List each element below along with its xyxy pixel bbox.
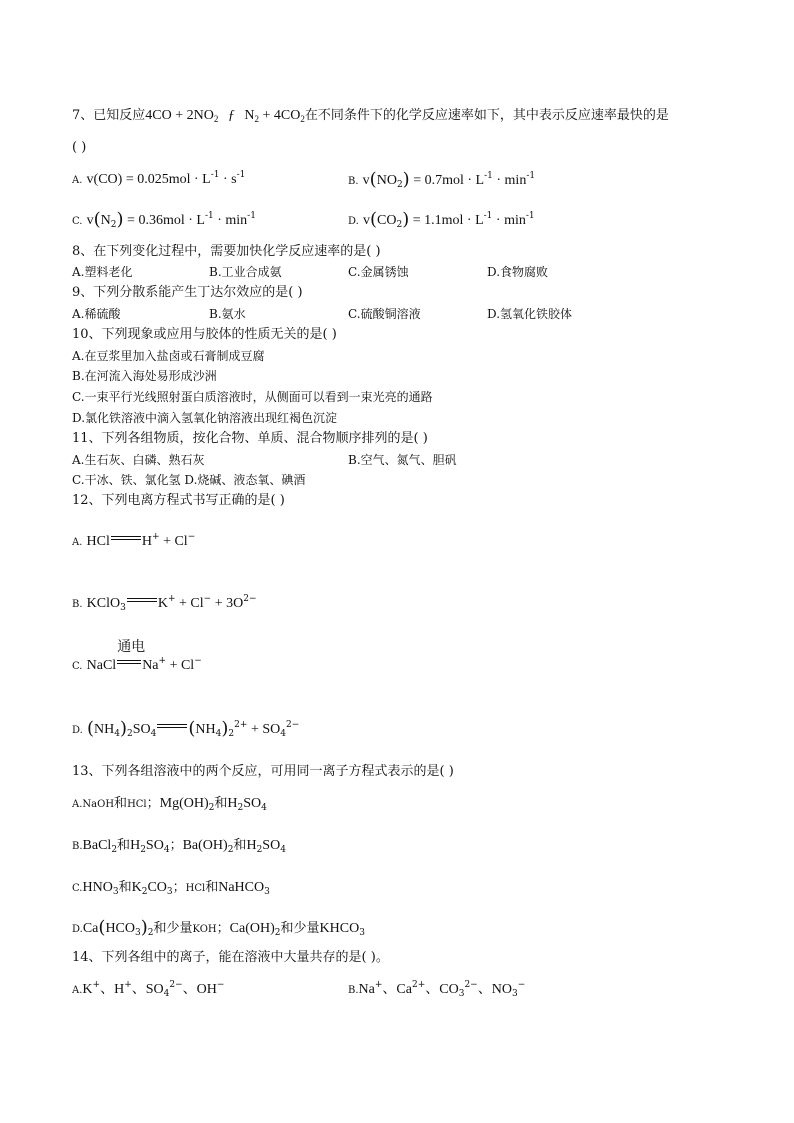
reagent: HCO <box>105 921 135 936</box>
paren: ( <box>369 209 378 230</box>
subscript: 2 <box>228 729 235 739</box>
superscript: -1 <box>204 211 214 221</box>
reagent: KHCO <box>319 921 360 936</box>
question-11-option-b: B.空气、氮气、胆矾 <box>348 453 457 467</box>
reagent: Mg(OH) <box>159 796 209 811</box>
subscript: 2 <box>213 114 219 124</box>
superscript: -1 <box>247 211 256 221</box>
charge: − <box>194 656 202 666</box>
option-label: A. <box>72 985 83 996</box>
connector: 和少量 <box>153 921 193 936</box>
question-8-option-b: B.工业合成氨 <box>209 265 282 279</box>
reagent: BaCl <box>82 838 112 853</box>
subscript: 4 <box>163 989 170 999</box>
ion: + 3O <box>211 596 244 611</box>
charge: + <box>374 980 383 990</box>
reagent: H <box>227 796 238 811</box>
superscript: -1 <box>236 170 246 180</box>
paren: ( <box>86 718 95 739</box>
species: NH <box>94 722 115 737</box>
subscript: 3 <box>458 989 465 999</box>
superscript: -1 <box>210 170 220 180</box>
question-10-option-c: C.一束平行光线照射蛋白质溶液时，从侧面可以看到一束光亮的通路 <box>72 390 433 404</box>
subscript: 2 <box>147 928 154 938</box>
question-12-option-c <box>72 639 202 675</box>
equals-sign-icon <box>157 723 187 731</box>
option-label: C. <box>72 883 83 894</box>
reaction-product-n2: N <box>244 108 255 123</box>
connector: 和 <box>117 838 131 853</box>
reagent: K <box>131 880 142 895</box>
question-11-stem: 11、下列各组物质，按化合物、单质、混合物顺序排列的是( ) <box>72 431 428 446</box>
ion: H <box>141 534 153 549</box>
reagent: SO <box>145 838 164 853</box>
subscript: 2 <box>110 220 117 230</box>
charge: + <box>167 594 176 604</box>
separator: ； <box>172 880 186 895</box>
paren: ( <box>369 169 377 190</box>
equation-left: HCl <box>86 534 110 549</box>
species: NO <box>376 173 397 188</box>
ion: 、OH <box>182 982 217 997</box>
ion: NH <box>195 722 216 737</box>
option-label: C. <box>72 216 83 227</box>
question-10-option-d: D.氯化铁溶液中滴入氢氧化钠溶液出现红褐色沉淀 <box>72 411 338 425</box>
separator: ； <box>216 921 230 936</box>
charge: − <box>187 532 196 542</box>
subscript: 4 <box>280 729 286 739</box>
option-expression: · min <box>492 173 527 188</box>
subscript: 2 <box>141 887 148 897</box>
option-expression: · min <box>492 213 526 228</box>
question-7-option-d <box>348 209 535 230</box>
question-11-option-a: A.生石灰、白磷、熟石灰 <box>72 453 205 467</box>
option-expression: v <box>362 173 370 188</box>
subscript: 4 <box>280 845 286 855</box>
question-12-option-a <box>72 534 195 551</box>
ion: K <box>82 982 93 997</box>
charge: − <box>216 980 225 990</box>
equation-left: NaCl <box>86 658 117 673</box>
ion: 、H <box>100 982 125 997</box>
subscript: 3 <box>120 603 126 613</box>
subscript: 4 <box>114 729 120 739</box>
subscript: 3 <box>359 928 365 938</box>
connector: 和 <box>205 880 219 895</box>
question-8-stem: 8、在下列变化过程中，需要加快化学反应速率的是( ) <box>72 244 381 259</box>
subscript: 2 <box>254 114 259 124</box>
reversible-arrow-icon: ƒ <box>227 108 235 123</box>
question-13-option-d <box>72 917 365 938</box>
paren: ) <box>116 209 124 230</box>
option-label: B. <box>348 176 359 187</box>
reagent: CO <box>147 880 167 895</box>
ion: + SO <box>247 722 281 737</box>
question-12-stem: 12、下列电离方程式书写正确的是( ) <box>72 493 285 508</box>
option-expression: · s <box>219 172 237 187</box>
subscript: 2 <box>396 220 403 230</box>
paren: ) <box>402 209 410 230</box>
reagent: H <box>130 838 141 853</box>
subscript: 2 <box>396 180 403 190</box>
ion: Na <box>142 658 159 673</box>
reagent: SO <box>262 838 281 853</box>
question-10-stem: 10、下列现象或应用与胶体的性质无关的是( ) <box>72 327 337 342</box>
subscript: 4 <box>150 729 157 739</box>
question-9-option-c: C.硫酸铜溶液 <box>348 307 421 321</box>
question-number: 7、 <box>72 108 94 123</box>
reagent: HNO <box>82 880 113 895</box>
subscript: 2 <box>274 928 281 938</box>
subscript: 2 <box>256 845 263 855</box>
subscript: 4 <box>261 803 267 813</box>
option-expression: = 1.1mol · L <box>409 213 484 228</box>
reagent: H <box>246 838 257 853</box>
equals-sign-icon <box>127 597 157 605</box>
subscript: 2 <box>300 114 305 124</box>
question-14-option-a <box>72 982 224 999</box>
question-8-option-d: D.食物腐败 <box>487 265 549 279</box>
question-9-stem: 9、下列分散系能产生丁达尔效应的是( ) <box>72 285 303 300</box>
reagent: Ca(OH) <box>229 921 275 936</box>
reagent: HCl <box>127 799 147 810</box>
option-label: D. <box>348 216 359 227</box>
separator: ； <box>146 796 160 811</box>
option-label: B. <box>348 985 359 996</box>
subscript: 4 <box>163 845 170 855</box>
question-9-option-a: A.稀硫酸 <box>72 307 121 321</box>
reagent: Ba(OH) <box>182 838 228 853</box>
ion: Na <box>358 982 375 997</box>
subscript: 2 <box>111 845 118 855</box>
ion: 、Ca <box>382 982 412 997</box>
separator: ； <box>169 838 183 853</box>
ion: + Cl <box>175 596 204 611</box>
connector: 和 <box>233 838 247 853</box>
question-14-stem: 14、下列各组中的离子，能在溶液中大量共存的是( )。 <box>72 950 389 965</box>
charge: + <box>158 656 167 666</box>
connector: 和少量 <box>280 921 320 936</box>
connector: 和 <box>114 796 128 811</box>
equals-sign-icon <box>111 535 141 543</box>
subscript: 2 <box>237 803 244 813</box>
question-7-stem <box>72 108 669 124</box>
question-13-option-a <box>72 796 267 813</box>
option-label: D. <box>72 924 83 935</box>
question-9-option-b: B.氨水 <box>209 307 246 321</box>
stem-text: 已知反应 <box>93 108 146 123</box>
ion: + Cl <box>166 658 195 673</box>
species: SO <box>132 722 151 737</box>
charge: 2+ <box>234 720 248 730</box>
paren: ) <box>119 718 128 739</box>
question-12-option-d <box>72 718 300 739</box>
reagent: NaHCO <box>218 880 265 895</box>
option-label: D. <box>72 725 83 736</box>
option-expression: v <box>362 213 370 228</box>
subscript: 3 <box>166 887 173 897</box>
charge: 2− <box>464 980 478 990</box>
superscript: -1 <box>526 171 536 181</box>
connector: 和 <box>118 880 132 895</box>
question-8-option-a: A.塑料老化 <box>72 265 133 279</box>
ion: K <box>157 596 168 611</box>
subscript: 4 <box>215 729 222 739</box>
subscript: 2 <box>140 845 146 855</box>
species: N <box>100 213 111 228</box>
superscript: -1 <box>525 211 535 221</box>
subscript: 3 <box>264 887 270 897</box>
charge: + <box>124 980 132 990</box>
charge: 2+ <box>411 980 426 990</box>
question-12-option-b <box>72 596 257 613</box>
reagent: Ca <box>82 921 99 936</box>
subscript: 3 <box>511 989 518 999</box>
question-7-option-b <box>348 169 536 190</box>
equation-left: KClO <box>86 596 121 611</box>
subscript: 2 <box>127 729 133 739</box>
option-label: B. <box>72 599 83 610</box>
option-label: A. <box>72 537 83 548</box>
question-10-option-b: B.在河流入海处易形成沙洲 <box>72 369 217 383</box>
reagent: KOH <box>192 924 217 935</box>
connector: 和 <box>214 796 228 811</box>
equals-sign-icon <box>117 639 146 667</box>
charge: 2− <box>169 980 183 990</box>
option-label: A. <box>72 175 83 186</box>
ion: 、SO <box>131 982 164 997</box>
subscript: 2 <box>208 803 215 813</box>
reagent: HCl <box>185 883 206 894</box>
question-8-option-c: C.金属锈蚀 <box>348 265 409 279</box>
superscript: -1 <box>484 171 493 181</box>
charge: 2− <box>285 720 300 730</box>
reaction-condition: 通电 <box>117 639 146 655</box>
option-label: C. <box>72 661 83 672</box>
paren: ) <box>221 718 229 739</box>
question-7-option-c <box>72 209 256 230</box>
reaction-reactants: 4CO + 2NO <box>145 108 214 123</box>
question-13-option-b <box>72 838 286 855</box>
paren: ( <box>188 718 196 739</box>
option-expression: · min <box>213 213 248 228</box>
ion: 、NO <box>477 982 512 997</box>
question-9-option-d: D.氢氧化铁胶体 <box>487 307 573 321</box>
option-expression: v(CO) = 0.025mol · L <box>86 172 211 187</box>
reaction-product-co2: + 4CO <box>259 108 301 123</box>
paren: ( <box>98 917 106 938</box>
stem-text: 在不同条件下的化学反应速率如下，其中表示反应速率最快的是 <box>304 108 669 123</box>
paren: ) <box>140 917 148 938</box>
question-14-option-b <box>348 982 525 999</box>
paren: ) <box>402 169 410 190</box>
charge: − <box>203 594 212 604</box>
charge: 2− <box>243 594 257 604</box>
option-label: A. <box>72 799 83 810</box>
option-expression: = 0.36mol · L <box>123 213 205 228</box>
charge: + <box>152 532 160 542</box>
ion: 、CO <box>425 982 459 997</box>
ion: + Cl <box>159 534 188 549</box>
option-expression: = 0.7mol · L <box>409 173 485 188</box>
option-expression: v <box>86 213 94 228</box>
charge: − <box>517 980 526 990</box>
reaction-equation <box>145 108 305 123</box>
question-7-option-a <box>72 172 245 189</box>
reagent: SO <box>243 796 262 811</box>
subscript: 3 <box>135 928 141 938</box>
question-11-option-cd: C.干冰、铁、氯化氢 D.烧碱、液态氧、碘酒 <box>72 473 306 487</box>
question-13-stem: 13、下列各组溶液中的两个反应，可用同一离子方程式表示的是( ) <box>72 764 454 779</box>
reagent: NaOH <box>82 799 115 810</box>
subscript: 3 <box>112 887 119 897</box>
charge: + <box>92 980 101 990</box>
paren: ( <box>93 209 101 230</box>
subscript: 2 <box>227 845 234 855</box>
question-13-option-c <box>72 880 270 897</box>
superscript: -1 <box>483 211 493 221</box>
species: CO <box>377 213 397 228</box>
question-10-option-a: A.在豆浆里加入盐卤或石膏制成豆腐 <box>72 349 265 363</box>
option-label: B. <box>72 841 83 852</box>
question-7-paren: ( ) <box>72 140 87 155</box>
